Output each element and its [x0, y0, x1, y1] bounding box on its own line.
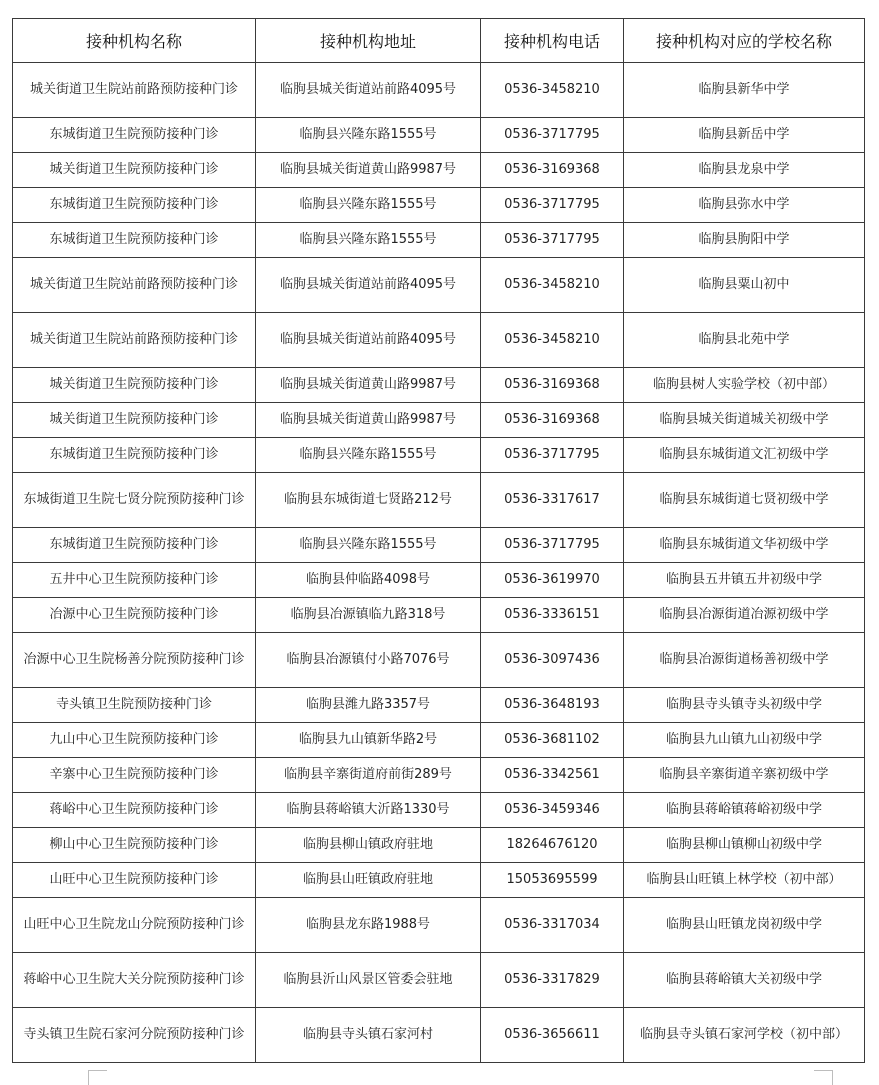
- table-row: [13, 368, 865, 403]
- cell-clinic-phone: 0536-3336151: [481, 598, 624, 633]
- cell-clinic-address: 临朐县城关街道站前路4095号: [256, 313, 481, 368]
- cell-clinic-phone: 0536-3458210: [481, 313, 624, 368]
- table-row: [13, 313, 865, 368]
- table-row: [13, 828, 865, 863]
- table-row: [13, 403, 865, 438]
- cell-clinic-address: 临朐县辛寨街道府前街289号: [256, 758, 481, 793]
- cell-clinic-phone: 0536-3717795: [481, 118, 624, 153]
- cell-school-name: 临朐县东城街道文汇初级中学: [624, 438, 865, 473]
- cell-clinic-phone: 0536-3169368: [481, 368, 624, 403]
- cell-school-name: 临朐县蒋峪镇大关初级中学: [624, 953, 865, 1008]
- table-row: [13, 793, 865, 828]
- cell-clinic-address: 临朐县兴隆东路1555号: [256, 223, 481, 258]
- cell-clinic-address: 临朐县龙东路1988号: [256, 898, 481, 953]
- cell-school-name: 临朐县东城街道文华初级中学: [624, 528, 865, 563]
- cell-clinic-address: 临朐县柳山镇政府驻地: [256, 828, 481, 863]
- table-row: [13, 688, 865, 723]
- cell-school-name: 临朐县山旺镇上林学校（初中部）: [624, 863, 865, 898]
- cell-clinic-name: 蒋峪中心卫生院预防接种门诊: [13, 793, 256, 828]
- cell-school-name: 临朐县城关街道城关初级中学: [624, 403, 865, 438]
- cell-clinic-phone: 18264676120: [481, 828, 624, 863]
- cell-clinic-address: 临朐县潍九路3357号: [256, 688, 481, 723]
- cell-clinic-name: 东城街道卫生院七贤分院预防接种门诊: [13, 473, 256, 528]
- cell-school-name: 临朐县冶源街道冶源初级中学: [624, 598, 865, 633]
- cell-clinic-name: 辛寨中心卫生院预防接种门诊: [13, 758, 256, 793]
- table-row: [13, 953, 865, 1008]
- table-row: [13, 723, 865, 758]
- cell-school-name: 临朐县朐阳中学: [624, 223, 865, 258]
- cell-clinic-name: 东城街道卫生院预防接种门诊: [13, 118, 256, 153]
- cell-school-name: 临朐县东城街道七贤初级中学: [624, 473, 865, 528]
- cell-school-name: 临朐县新华中学: [624, 63, 865, 118]
- cell-school-name: 临朐县寺头镇寺头初级中学: [624, 688, 865, 723]
- table-body: [13, 63, 865, 1063]
- table-row: [13, 188, 865, 223]
- vaccination-clinic-table: [12, 18, 865, 1063]
- table-row: [13, 438, 865, 473]
- table-row: [13, 63, 865, 118]
- cell-school-name: 临朐县粟山初中: [624, 258, 865, 313]
- cell-clinic-address: 临朐县蒋峪镇大沂路1330号: [256, 793, 481, 828]
- header-clinic-address: 接种机构地址: [256, 19, 481, 63]
- cell-clinic-name: 东城街道卫生院预防接种门诊: [13, 528, 256, 563]
- cell-school-name: 临朐县山旺镇龙岗初级中学: [624, 898, 865, 953]
- cell-clinic-phone: 0536-3681102: [481, 723, 624, 758]
- cell-clinic-address: 临朐县兴隆东路1555号: [256, 528, 481, 563]
- cell-clinic-address: 临朐县城关街道黄山路9987号: [256, 153, 481, 188]
- cell-school-name: 临朐县五井镇五井初级中学: [624, 563, 865, 598]
- cell-clinic-name: 冶源中心卫生院预防接种门诊: [13, 598, 256, 633]
- table-row: [13, 863, 865, 898]
- cell-school-name: 临朐县树人实验学校（初中部）: [624, 368, 865, 403]
- cell-clinic-name: 东城街道卫生院预防接种门诊: [13, 438, 256, 473]
- table-row: [13, 758, 865, 793]
- table-row: [13, 528, 865, 563]
- cell-clinic-name: 城关街道卫生院站前路预防接种门诊: [13, 313, 256, 368]
- cell-school-name: 临朐县寺头镇石家河学校（初中部）: [624, 1008, 865, 1063]
- cell-clinic-name: 东城街道卫生院预防接种门诊: [13, 223, 256, 258]
- header-clinic-phone: 接种机构电话: [481, 19, 624, 63]
- table-row: [13, 898, 865, 953]
- table-row: [13, 258, 865, 313]
- cell-clinic-phone: 0536-3317034: [481, 898, 624, 953]
- cell-clinic-name: 柳山中心卫生院预防接种门诊: [13, 828, 256, 863]
- cell-clinic-phone: 0536-3317617: [481, 473, 624, 528]
- cell-clinic-address: 临朐县城关街道黄山路9987号: [256, 403, 481, 438]
- cell-clinic-phone: 0536-3656611: [481, 1008, 624, 1063]
- table-row: [13, 223, 865, 258]
- cell-clinic-address: 临朐县东城街道七贤路212号: [256, 473, 481, 528]
- cell-clinic-name: 寺头镇卫生院石家河分院预防接种门诊: [13, 1008, 256, 1063]
- cell-clinic-address: 临朐县冶源镇临九路318号: [256, 598, 481, 633]
- vaccination-table-sheet: [12, 18, 864, 1063]
- cell-clinic-phone: 0536-3458210: [481, 63, 624, 118]
- cell-clinic-phone: 0536-3458210: [481, 258, 624, 313]
- cell-clinic-name: 东城街道卫生院预防接种门诊: [13, 188, 256, 223]
- cell-clinic-address: 临朐县九山镇新华路2号: [256, 723, 481, 758]
- table-row: [13, 153, 865, 188]
- cell-clinic-phone: 0536-3169368: [481, 153, 624, 188]
- cell-clinic-address: 临朐县寺头镇石家河村: [256, 1008, 481, 1063]
- table-row: [13, 633, 865, 688]
- cell-clinic-address: 临朐县山旺镇政府驻地: [256, 863, 481, 898]
- cell-clinic-name: 山旺中心卫生院预防接种门诊: [13, 863, 256, 898]
- cell-clinic-phone: 0536-3717795: [481, 438, 624, 473]
- cell-clinic-name: 寺头镇卫生院预防接种门诊: [13, 688, 256, 723]
- cell-clinic-phone: 0536-3717795: [481, 223, 624, 258]
- cell-clinic-phone: 0536-3459346: [481, 793, 624, 828]
- table-row: [13, 598, 865, 633]
- cell-school-name: 临朐县蒋峪镇蒋峪初级中学: [624, 793, 865, 828]
- cell-clinic-name: 城关街道卫生院预防接种门诊: [13, 368, 256, 403]
- cell-clinic-phone: 0536-3097436: [481, 633, 624, 688]
- cell-school-name: 临朐县九山镇九山初级中学: [624, 723, 865, 758]
- cell-clinic-address: 临朐县城关街道站前路4095号: [256, 63, 481, 118]
- cell-school-name: 临朐县辛寨街道辛寨初级中学: [624, 758, 865, 793]
- cell-clinic-phone: 0536-3169368: [481, 403, 624, 438]
- cell-clinic-name: 山旺中心卫生院龙山分院预防接种门诊: [13, 898, 256, 953]
- cell-school-name: 临朐县柳山镇柳山初级中学: [624, 828, 865, 863]
- cell-clinic-name: 蒋峪中心卫生院大关分院预防接种门诊: [13, 953, 256, 1008]
- cell-clinic-address: 临朐县兴隆东路1555号: [256, 438, 481, 473]
- cell-clinic-name: 城关街道卫生院预防接种门诊: [13, 153, 256, 188]
- cell-clinic-name: 城关街道卫生院站前路预防接种门诊: [13, 63, 256, 118]
- cell-clinic-name: 城关街道卫生院站前路预防接种门诊: [13, 258, 256, 313]
- crop-mark-left: [88, 1070, 107, 1085]
- cell-clinic-name: 冶源中心卫生院杨善分院预防接种门诊: [13, 633, 256, 688]
- header-clinic-name: 接种机构名称: [13, 19, 256, 63]
- cell-school-name: 临朐县冶源街道杨善初级中学: [624, 633, 865, 688]
- cell-school-name: 临朐县弥水中学: [624, 188, 865, 223]
- table-row: [13, 563, 865, 598]
- table-header-row: [13, 19, 865, 63]
- crop-mark-right: [814, 1070, 833, 1085]
- cell-clinic-address: 临朐县城关街道站前路4095号: [256, 258, 481, 313]
- table-row: [13, 1008, 865, 1063]
- table-row: [13, 118, 865, 153]
- cell-school-name: 临朐县龙泉中学: [624, 153, 865, 188]
- cell-clinic-address: 临朐县仲临路4098号: [256, 563, 481, 598]
- cell-clinic-name: 城关街道卫生院预防接种门诊: [13, 403, 256, 438]
- cell-clinic-phone: 0536-3717795: [481, 188, 624, 223]
- cell-clinic-phone: 0536-3717795: [481, 528, 624, 563]
- cell-clinic-address: 临朐县兴隆东路1555号: [256, 118, 481, 153]
- cell-clinic-address: 临朐县沂山风景区管委会驻地: [256, 953, 481, 1008]
- cell-school-name: 临朐县北苑中学: [624, 313, 865, 368]
- header-school-name: 接种机构对应的学校名称: [624, 19, 865, 63]
- cell-clinic-name: 九山中心卫生院预防接种门诊: [13, 723, 256, 758]
- cell-clinic-phone: 15053695599: [481, 863, 624, 898]
- cell-clinic-name: 五井中心卫生院预防接种门诊: [13, 563, 256, 598]
- cell-clinic-address: 临朐县兴隆东路1555号: [256, 188, 481, 223]
- table-row: [13, 473, 865, 528]
- cell-clinic-phone: 0536-3317829: [481, 953, 624, 1008]
- cell-clinic-phone: 0536-3648193: [481, 688, 624, 723]
- cell-clinic-address: 临朐县城关街道黄山路9987号: [256, 368, 481, 403]
- cell-clinic-phone: 0536-3342561: [481, 758, 624, 793]
- cell-clinic-phone: 0536-3619970: [481, 563, 624, 598]
- cell-clinic-address: 临朐县冶源镇付小路7076号: [256, 633, 481, 688]
- cell-school-name: 临朐县新岳中学: [624, 118, 865, 153]
